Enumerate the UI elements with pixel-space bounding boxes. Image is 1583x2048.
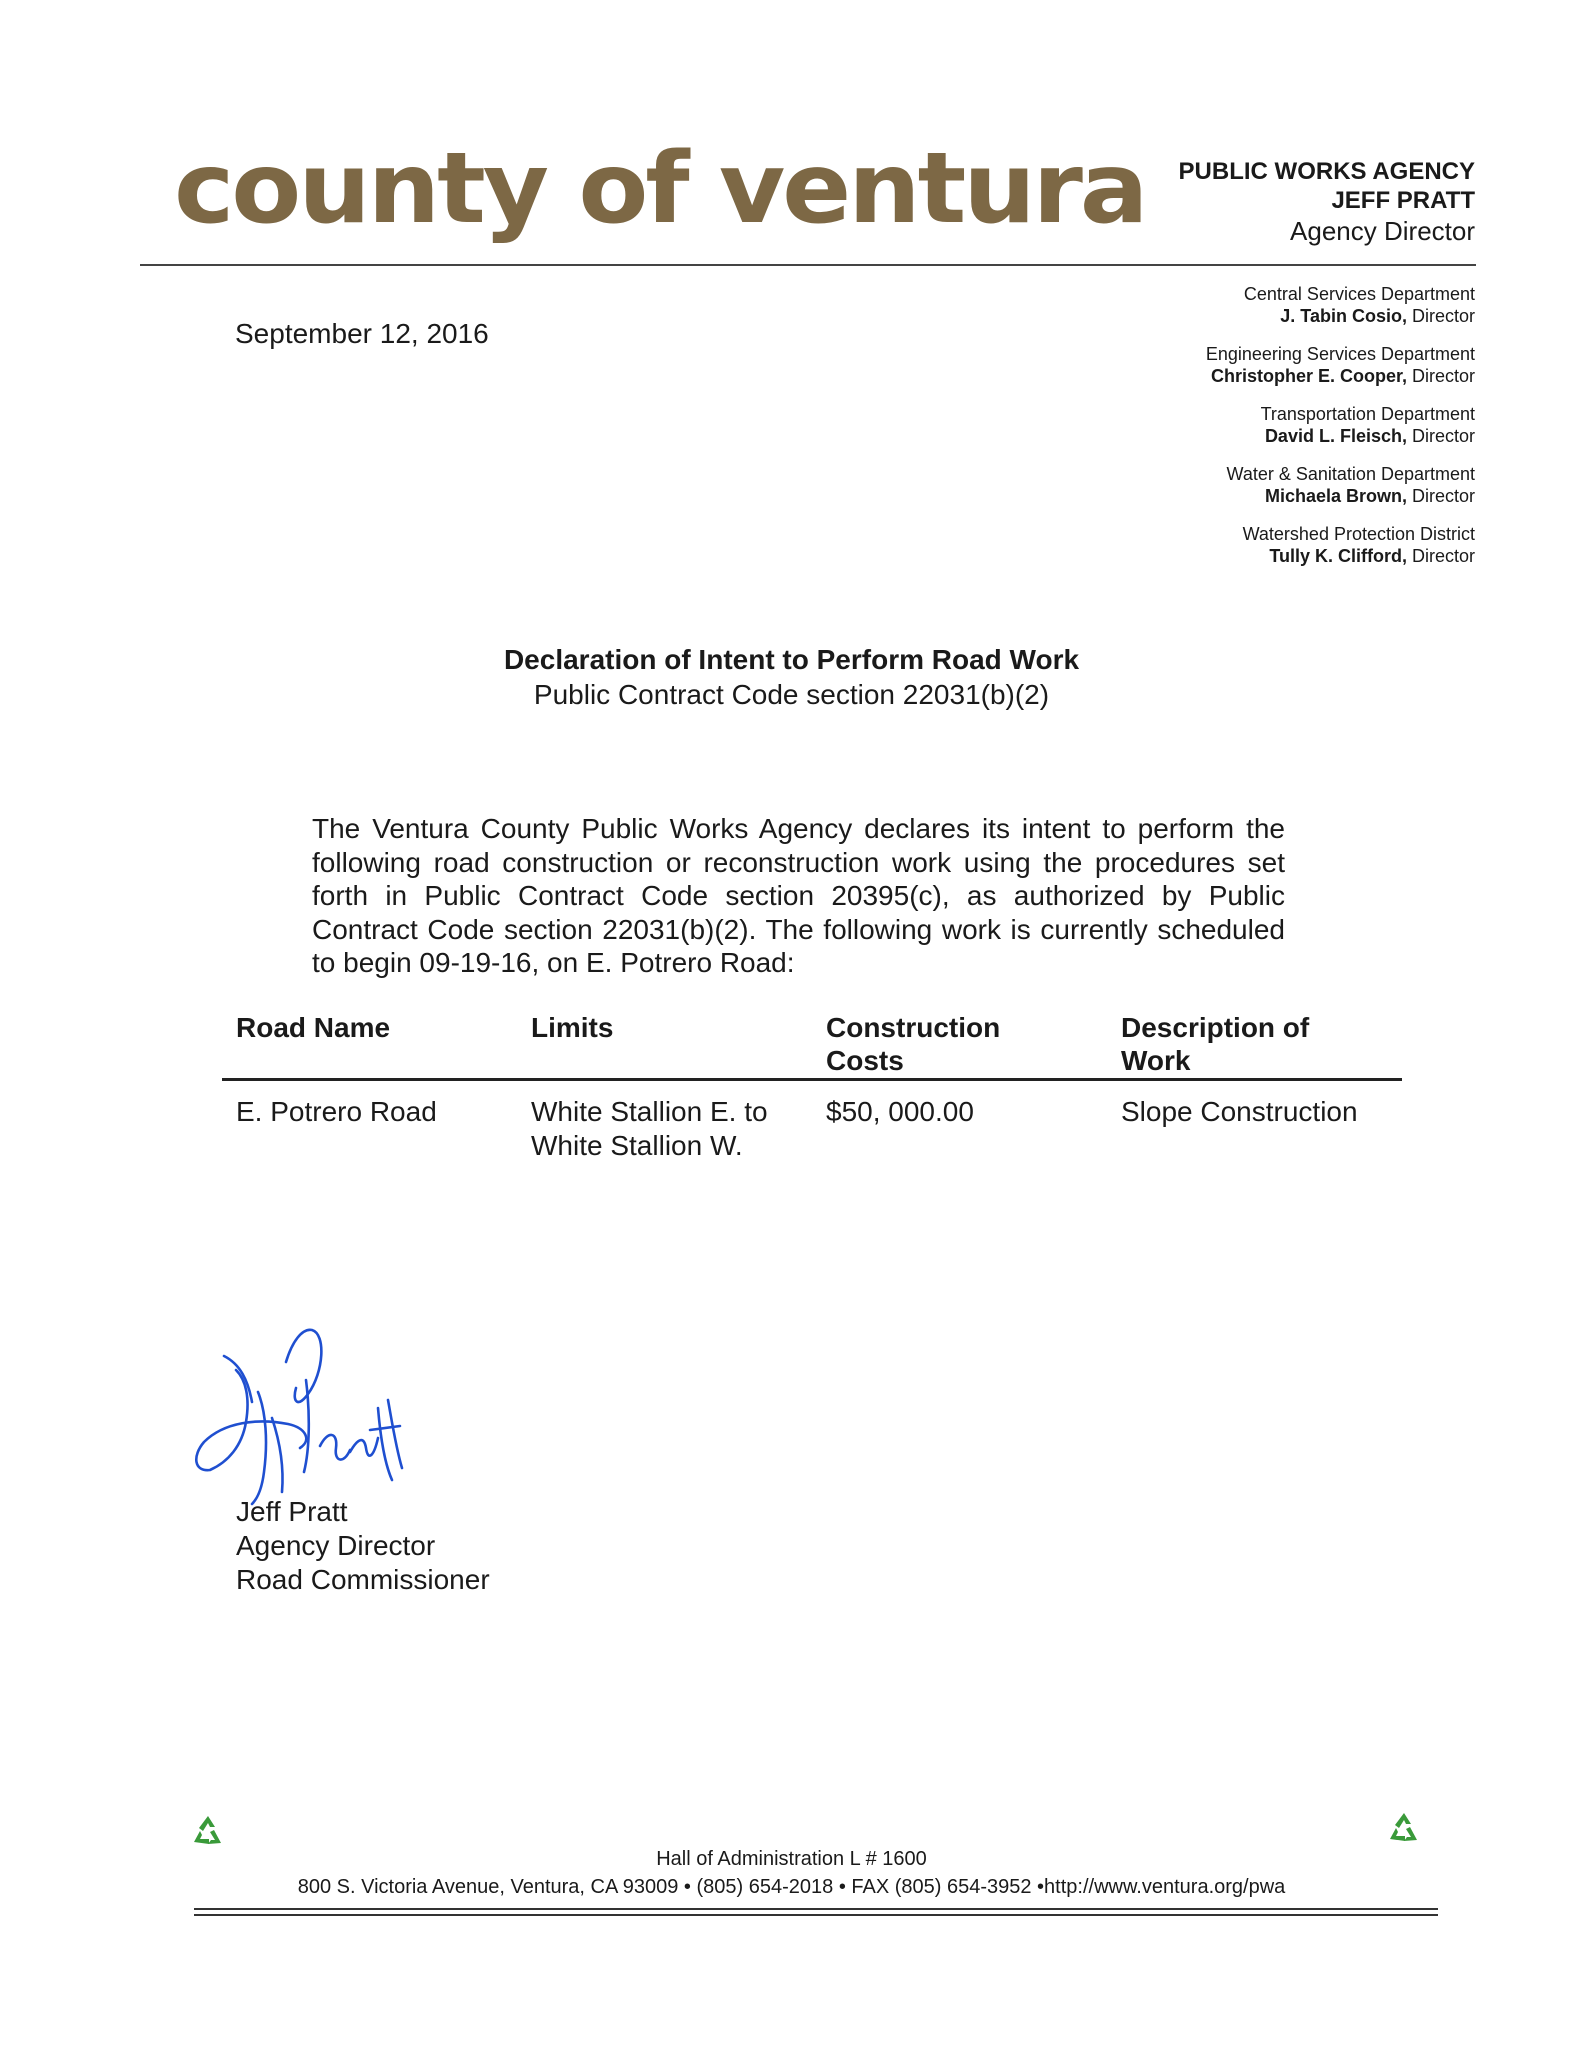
table-header-limits: Limits: [531, 1012, 614, 1043]
department-entry: [1206, 404, 1475, 448]
table-header-road-name: Road Name: [236, 1012, 391, 1043]
signature-block: [236, 1495, 490, 1597]
letter-date: September 12, 2016: [235, 318, 489, 349]
header-divider: [140, 264, 1476, 266]
department-director: Christopher E. Cooper, Director: [1210, 365, 1475, 386]
table-header-costs: Construction Costs: [826, 1012, 1001, 1076]
footer-building: Hall of Administration L # 1600: [656, 1848, 927, 1870]
table-header-description: Description of Work: [1121, 1012, 1310, 1076]
agency-director-name: JEFF PRATT: [1331, 186, 1475, 214]
department-entry: [1206, 464, 1475, 508]
table-cell-road-name: E. Potrero Road: [236, 1096, 437, 1127]
department-entry: [1206, 524, 1475, 568]
agency-header: [1179, 158, 1475, 247]
table-cell-limits: White Stallion E. to White Stallion W.: [531, 1096, 768, 1161]
declaration-body: The Ventura County Public Works Agency declares its intent to perform the following road construction or reconstruction work using the procedures set forth in Public Contract Code section 20395(c), as authorized by Public Contract Code section 22031(b)(2). The following work is currently scheduled to begin 09-19-16, on E. Potrero Road:: [312, 813, 1285, 978]
department-director: Michaela Brown, Director: [1264, 485, 1475, 506]
department-name: Central Services Department: [1243, 284, 1475, 304]
department-director: J. Tabin Cosio, Director: [1280, 305, 1475, 326]
recycle-icon: [1384, 1810, 1424, 1850]
signer-name: Jeff Pratt: [236, 1496, 348, 1527]
footer-divider: [194, 1914, 1438, 1916]
signer-title: Agency Director: [236, 1530, 436, 1561]
department-list: [1206, 284, 1475, 584]
department-entry: [1206, 284, 1475, 328]
agency-name: PUBLIC WORKS AGENCY: [1178, 158, 1475, 185]
table-cell-description: Slope Construction: [1121, 1096, 1358, 1127]
table-cell-costs: $50, 000.00: [826, 1096, 974, 1127]
signer-title-2: Road Commissioner: [236, 1564, 490, 1595]
department-director: David L. Fleisch, Director: [1264, 425, 1475, 446]
department-entry: [1206, 344, 1475, 388]
department-name: Engineering Services Department: [1205, 343, 1475, 364]
department-name: Watershed Protection District: [1242, 523, 1475, 544]
county-logo: county of ventura: [174, 132, 1146, 246]
declaration-heading: Declaration of Intent to Perform Road Work: [503, 644, 1080, 675]
footer-address: 800 S. Victoria Avenue, Ventura, CA 93009 • (805) 654-2018 • FAX (805) 654-3952 •http://www.ventura.org/pwa: [297, 1876, 1286, 1898]
table-header-divider: [222, 1078, 1402, 1081]
department-director: Tully K. Clifford, Director: [1269, 545, 1475, 566]
agency-director-title: Agency Director: [1290, 215, 1475, 246]
department-name: Water & Sanitation Department: [1226, 463, 1475, 484]
department-name: Transportation Department: [1260, 403, 1475, 424]
declaration-subheading: Public Contract Code section 22031(b)(2): [533, 679, 1050, 710]
footer-divider: [194, 1908, 1438, 1910]
recycle-icon: [188, 1813, 228, 1853]
signature-image: [188, 1322, 428, 1512]
document-title: [0, 644, 1583, 711]
